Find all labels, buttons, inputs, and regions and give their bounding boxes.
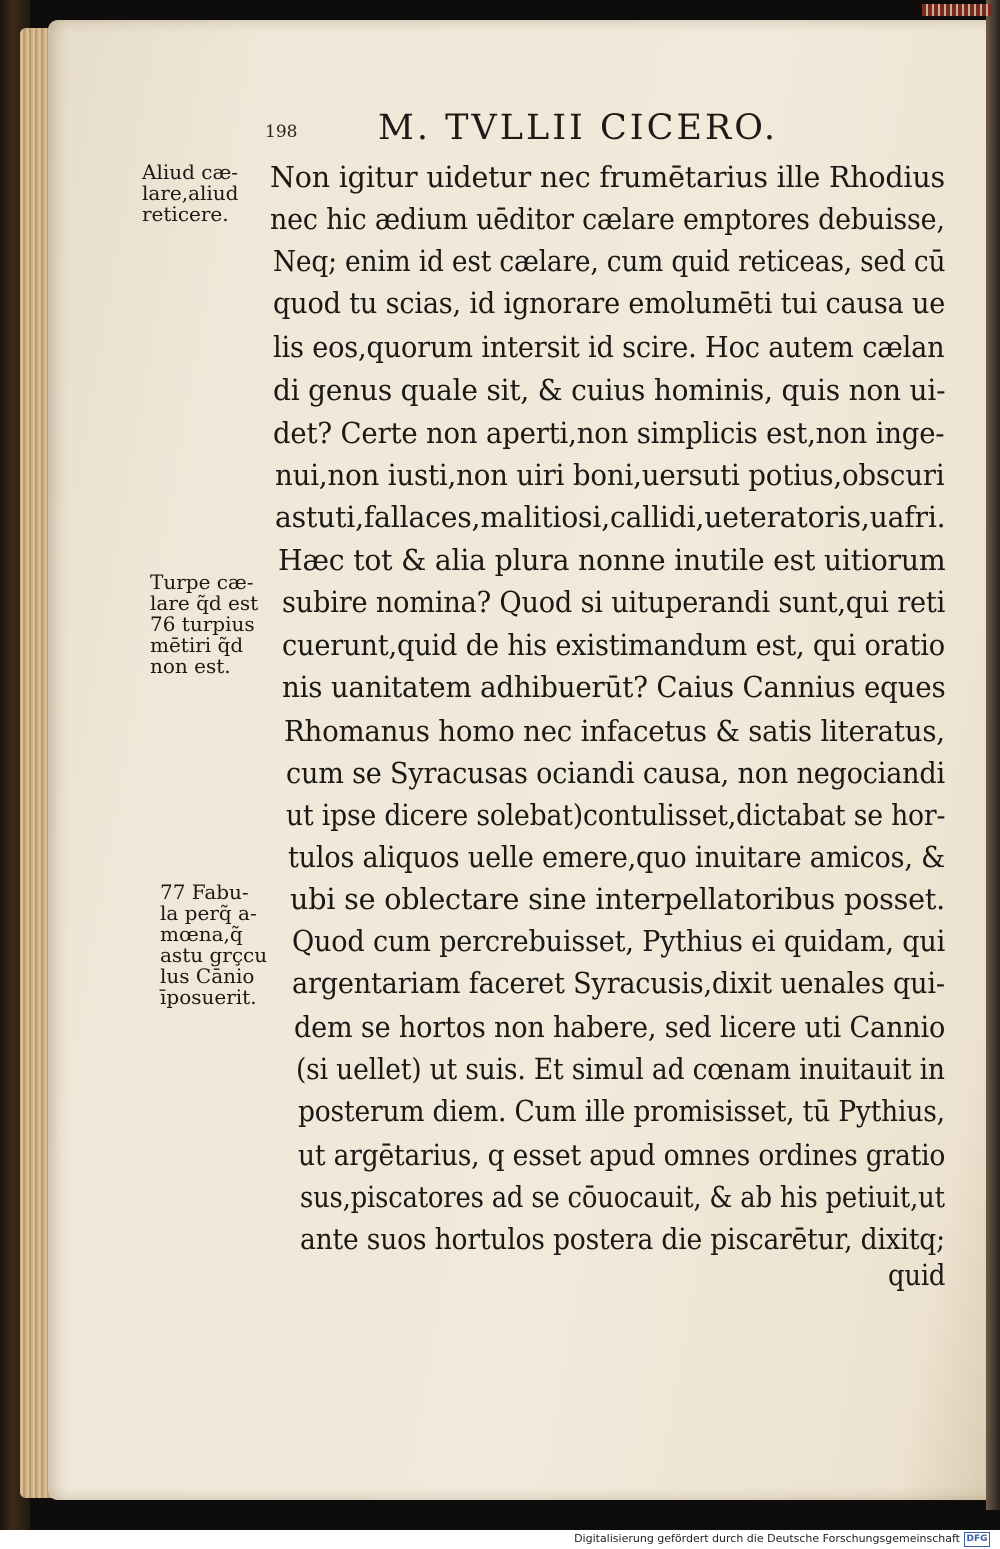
body-text-line: Neq; enim id est cælare, cum quid reticeas, sed cū [273,244,946,278]
body-text-line: nis uanitatem adhibuerūt? Caius Cannius eques [282,670,946,704]
body-text-line: cuerunt,quid de his existimandum est, qui oratio [282,628,945,662]
body-text-line: det? Certe non aperti,non simplicis est,non inge- [273,416,945,450]
marginal-note-line: astu grçcu [160,943,268,967]
body-text-line: Rhomanus homo nec infacetus & satis literatus, [284,714,945,748]
body-text-line: quod tu scias, id ignorare emolumēti tui causa ue [273,286,946,320]
body-text-line: posterum diem. Cum ille promisisset, tū Pythius, [298,1094,945,1128]
body-text-line: nui,non iusti,non uiri boni,uersuti potius,obscuri [275,458,945,492]
marginal-note-line: lus Cānio [160,964,255,988]
marginal-note [142,162,272,225]
dfg-logo-icon: DFG [964,1532,990,1547]
body-text-line: nec hic ædium uēditor cælare emptores debuisse, [270,202,945,236]
marginal-note-line: lare,aliud [142,181,239,205]
body-text-line: Hæc tot & alia plura nonne inutile est uitiorum [278,543,946,577]
marginal-note-line: Turpe cæ- [150,570,254,594]
body-text-line: ubi se oblectare sine interpellatoribus posset. [290,882,946,916]
body-text-line: Quod cum percrebuisset, Pythius ei quidam, qui [292,924,946,958]
marginal-note-line: Aliud cæ- [142,160,239,184]
marginal-note-line: mētiri q̃d [150,633,244,657]
marginal-note-line: 77 Fabu- [160,880,249,904]
body-text-line: ante suos hortulos postera die piscarētur, dixitq; [300,1222,945,1256]
footer-bar [0,1530,1000,1549]
marginal-note-line: la perq̃ a- [160,901,257,925]
body-text-line: sus,piscatores ad se cōuocauit, & ab his petiuit,ut [300,1180,945,1214]
body-text-line: lis eos,quorum intersit id scire. Hoc autem cælan [273,330,945,364]
body-text-line: argentariam faceret Syracusis,dixit uenales qui- [292,966,945,1000]
marginal-note-line: mœna,q̃ [160,922,243,946]
body-text-line: di genus quale sit, & cuius hominis, quis non ui- [273,373,946,407]
marginal-note-line: īposuerit. [160,985,257,1009]
marginal-note [160,882,290,1008]
marginal-note [150,572,280,677]
body-text-line: tulos aliquos uelle emere,quo inuitare amicos, & [288,840,946,874]
body-text-line: ut argētarius, q esset apud omnes ordines gratio [298,1138,946,1172]
page-right-edge [986,0,1000,1510]
bookmark-ribbon [922,4,992,16]
marginal-note-line: non est. [150,654,231,678]
marginal-note-line: reticere. [142,202,229,226]
marginal-note-line: lare q̃d est [150,591,259,615]
body-text-line: ut ipse dicere solebat)contulisset,dictabat se hor- [286,798,946,832]
page-number: 198 [265,122,298,142]
body-text-line: astuti,fallaces,malitiosi,callidi,ueteratoris,uafri. [275,500,946,534]
funding-credit: Digitalisierung gefördert durch die Deutsche Forschungsgemeinschaft [574,1532,960,1545]
body-text-line: dem se hortos non habere, sed licere uti Cannio [294,1010,946,1044]
body-text-line: Non igitur uidetur nec frumētarius ille Rhodius [270,160,945,194]
body-text-line: subire nomina? Quod si uituperandi sunt,qui reti [282,585,946,619]
running-title: M. TVLLII CICERO. [378,108,779,148]
catchword: quid [888,1258,946,1292]
marginal-note-line: 76 turpius [150,612,255,636]
body-text-line: cum se Syracusas ociandi causa, non negociandi [286,756,946,790]
body-text-line: (si uellet) ut suis. Et simul ad cœnam inuitauit in [296,1052,945,1086]
